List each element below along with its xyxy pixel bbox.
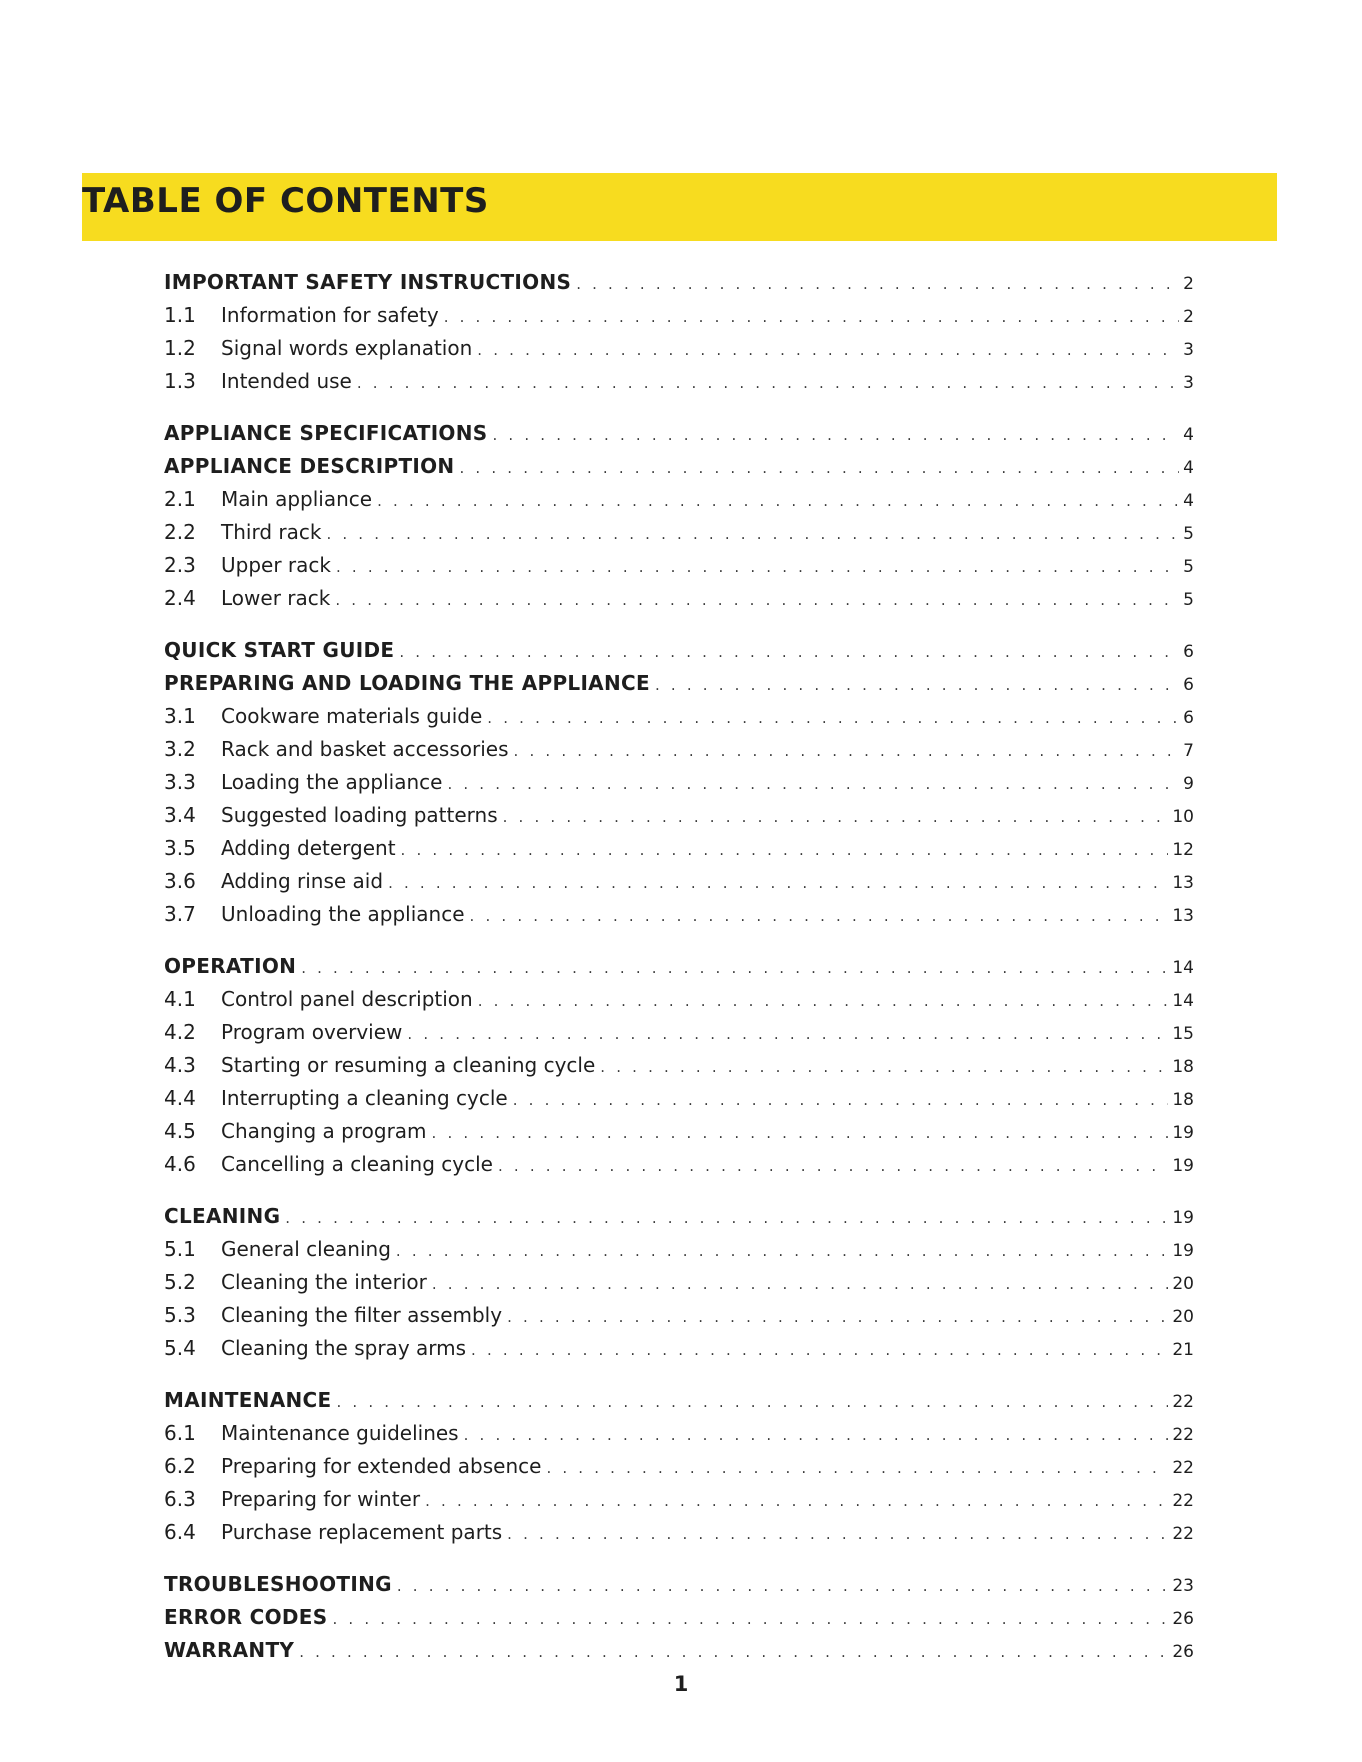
toc-dot-leader [336, 1386, 1168, 1419]
toc-entry-title: Cancelling a cleaning cycle [221, 1152, 493, 1176]
toc-entry-number: 6.3 [164, 1487, 196, 1511]
toc-subsection[interactable] [164, 898, 1194, 931]
toc-dot-leader [546, 1452, 1168, 1485]
toc-subsection[interactable] [164, 516, 1194, 549]
toc-entry-title: APPLIANCE SPECIFICATIONS [164, 421, 488, 445]
toc-dot-leader [478, 985, 1169, 1018]
toc-entry-title: MAINTENANCE [164, 1388, 332, 1412]
toc-page-number: 13 [1172, 873, 1194, 893]
toc-subsection[interactable] [164, 1516, 1194, 1549]
toc-section-heading[interactable] [164, 1384, 1194, 1417]
toc-entry-number: 5.2 [164, 1270, 196, 1294]
toc-page-number: 3 [1183, 373, 1194, 393]
toc-entry-title: Interrupting a cleaning cycle [221, 1086, 508, 1110]
toc-entry-title: Intended use [221, 369, 352, 393]
toc-entry-number: 4.4 [164, 1086, 196, 1110]
toc-group [164, 950, 1194, 1181]
toc-subsection[interactable] [164, 700, 1194, 733]
toc-entry-number: 3.7 [164, 902, 196, 926]
toc-entry-title: TROUBLESHOOTING [164, 1572, 392, 1596]
toc-entry-number: 3.4 [164, 803, 196, 827]
toc-page-number: 20 [1172, 1307, 1194, 1327]
toc-entry-number: 3.5 [164, 836, 196, 860]
toc-dot-leader [401, 834, 1169, 867]
toc-entry-title: Control panel description [221, 987, 473, 1011]
toc-group [164, 1384, 1194, 1549]
toc-dot-leader [444, 301, 1179, 334]
toc-dot-leader [576, 268, 1179, 301]
toc-page-number: 22 [1172, 1425, 1194, 1445]
toc-entry-number: 4.2 [164, 1020, 196, 1044]
toc-group [164, 1200, 1194, 1365]
toc-entry-title: Unloading the appliance [221, 902, 465, 926]
toc-section-heading[interactable] [164, 1634, 1194, 1667]
toc-dot-leader [447, 768, 1179, 801]
toc-page-number: 14 [1172, 991, 1194, 1011]
toc-page-number: 2 [1183, 307, 1194, 327]
toc-entry-number: 1.1 [164, 303, 196, 327]
toc-subsection[interactable] [164, 1266, 1194, 1299]
toc-subsection[interactable] [164, 1233, 1194, 1266]
toc-page-number: 14 [1172, 958, 1194, 978]
toc-page-number: 19 [1172, 1241, 1194, 1261]
page-title: TABLE OF CONTENTS [82, 181, 489, 221]
toc-entry-title: Preparing for extended absence [221, 1454, 542, 1478]
toc-subsection[interactable] [164, 582, 1194, 615]
toc-page-number: 19 [1172, 1156, 1194, 1176]
toc-subsection[interactable] [164, 1299, 1194, 1332]
toc-page-number: 19 [1172, 1123, 1194, 1143]
toc-page-number: 18 [1172, 1057, 1194, 1077]
toc-page-number: 10 [1172, 807, 1194, 827]
table-of-contents [164, 266, 1194, 1686]
toc-entry-title: IMPORTANT SAFETY INSTRUCTIONS [164, 270, 572, 294]
toc-page-number: 12 [1172, 840, 1194, 860]
toc-dot-leader [377, 485, 1179, 518]
toc-entry-title: Changing a program [221, 1119, 427, 1143]
toc-page-number: 5 [1183, 524, 1194, 544]
toc-entry-title: Cookware materials guide [221, 704, 483, 728]
toc-dot-leader [600, 1051, 1168, 1084]
toc-entry-title: Adding rinse aid [221, 869, 384, 893]
toc-dot-leader [487, 702, 1179, 735]
toc-entry-title: Starting or resuming a cleaning cycle [221, 1053, 596, 1077]
toc-entry-number: 5.1 [164, 1237, 196, 1261]
toc-page-number: 3 [1183, 340, 1194, 360]
toc-dot-leader [301, 952, 1168, 985]
toc-entry-number: 3.2 [164, 737, 196, 761]
toc-entry-number: 3.3 [164, 770, 196, 794]
toc-entry-title: Adding detergent [221, 836, 396, 860]
toc-dot-leader [477, 334, 1179, 367]
toc-dot-leader [432, 1268, 1169, 1301]
toc-entry-title: CLEANING [164, 1204, 281, 1228]
toc-page-number: 2 [1183, 274, 1194, 294]
toc-dot-leader [503, 801, 1169, 834]
toc-section-heading[interactable] [164, 266, 1194, 299]
toc-entry-title: Upper rack [221, 553, 331, 577]
toc-subsection[interactable] [164, 483, 1194, 516]
toc-entry-number: 3.6 [164, 869, 196, 893]
toc-entry-title: Cleaning the filter assembly [221, 1303, 503, 1327]
toc-entry-title: PREPARING AND LOADING THE APPLIANCE [164, 671, 650, 695]
toc-subsection[interactable] [164, 832, 1194, 865]
toc-dot-leader [399, 636, 1179, 669]
toc-page-number: 23 [1172, 1576, 1194, 1596]
toc-group [164, 417, 1194, 615]
toc-dot-leader [332, 1603, 1168, 1636]
toc-entry-title: Third rack [221, 520, 322, 544]
toc-entry-title: Maintenance guidelines [221, 1421, 459, 1445]
toc-entry-title: General cleaning [221, 1237, 391, 1261]
toc-entry-title: Cleaning the spray arms [221, 1336, 467, 1360]
toc-subsection[interactable] [164, 332, 1194, 365]
toc-dot-leader [514, 735, 1180, 768]
toc-dot-leader [464, 1419, 1169, 1452]
toc-subsection[interactable] [164, 1082, 1194, 1115]
toc-dot-leader [335, 584, 1179, 617]
toc-page-number: 22 [1172, 1392, 1194, 1412]
toc-dot-leader [299, 1636, 1168, 1669]
toc-entry-title: ERROR CODES [164, 1605, 328, 1629]
toc-entry-number: 1.3 [164, 369, 196, 393]
toc-entry-number: 4.5 [164, 1119, 196, 1143]
toc-entry-number: 5.3 [164, 1303, 196, 1327]
toc-group [164, 1568, 1194, 1667]
toc-page-number: 19 [1172, 1208, 1194, 1228]
toc-section-heading[interactable] [164, 667, 1194, 700]
toc-entry-number: 6.1 [164, 1421, 196, 1445]
toc-subsection[interactable] [164, 365, 1194, 398]
toc-entry-title: APPLIANCE DESCRIPTION [164, 454, 455, 478]
toc-dot-leader [396, 1235, 1168, 1268]
toc-page-number: 26 [1172, 1642, 1194, 1662]
toc-subsection[interactable] [164, 1332, 1194, 1365]
toc-page-number: 4 [1183, 458, 1194, 478]
toc-dot-leader [470, 900, 1169, 933]
toc-dot-leader [507, 1518, 1168, 1551]
toc-page-number: 13 [1172, 906, 1194, 926]
toc-section-heading[interactable] [164, 950, 1194, 983]
toc-section-heading[interactable] [164, 450, 1194, 483]
toc-page-number: 5 [1183, 557, 1194, 577]
toc-dot-leader [655, 669, 1179, 702]
toc-section-heading[interactable] [164, 1601, 1194, 1634]
toc-subsection[interactable] [164, 799, 1194, 832]
toc-subsection[interactable] [164, 1148, 1194, 1181]
toc-page-number: 15 [1172, 1024, 1194, 1044]
toc-entry-title: Purchase replacement parts [221, 1520, 503, 1544]
toc-entry-number: 2.1 [164, 487, 196, 511]
toc-entry-title: QUICK START GUIDE [164, 638, 395, 662]
toc-entry-title: OPERATION [164, 954, 297, 978]
toc-entry-number: 5.4 [164, 1336, 196, 1360]
toc-entry-number: 2.3 [164, 553, 196, 577]
toc-section-heading[interactable] [164, 1568, 1194, 1601]
toc-entry-number: 4.1 [164, 987, 196, 1011]
toc-subsection[interactable] [164, 733, 1194, 766]
toc-entry-number: 6.4 [164, 1520, 196, 1544]
toc-entry-title: Information for safety [221, 303, 439, 327]
toc-entry-number: 2.2 [164, 520, 196, 544]
toc-dot-leader [471, 1334, 1168, 1367]
toc-subsection[interactable] [164, 549, 1194, 582]
toc-page-number: 18 [1172, 1090, 1194, 1110]
toc-subsection[interactable] [164, 1417, 1194, 1450]
toc-dot-leader [492, 419, 1179, 452]
toc-dot-leader [357, 367, 1179, 400]
toc-dot-leader [397, 1570, 1169, 1603]
toc-subsection[interactable] [164, 299, 1194, 332]
toc-dot-leader [326, 518, 1179, 551]
toc-entry-number: 2.4 [164, 586, 196, 610]
toc-page-number: 6 [1183, 708, 1194, 728]
toc-page-number: 22 [1172, 1491, 1194, 1511]
toc-section-heading[interactable] [164, 1200, 1194, 1233]
toc-entry-title: Lower rack [221, 586, 331, 610]
toc-subsection[interactable] [164, 766, 1194, 799]
toc-group [164, 266, 1194, 398]
toc-page-number: 4 [1183, 425, 1194, 445]
toc-page-number: 22 [1172, 1524, 1194, 1544]
toc-entry-number: 1.2 [164, 336, 196, 360]
toc-entry-title: Signal words explanation [221, 336, 473, 360]
toc-page-number: 9 [1183, 774, 1194, 794]
toc-page-number: 26 [1172, 1609, 1194, 1629]
toc-page-number: 21 [1172, 1340, 1194, 1360]
toc-page-number: 6 [1183, 675, 1194, 695]
toc-entry-title: Rack and basket accessories [221, 737, 509, 761]
toc-subsection[interactable] [164, 1483, 1194, 1516]
toc-group [164, 634, 1194, 931]
toc-subsection[interactable] [164, 1450, 1194, 1483]
toc-page-number: 6 [1183, 642, 1194, 662]
toc-entry-title: Loading the appliance [221, 770, 443, 794]
toc-section-heading[interactable] [164, 634, 1194, 667]
toc-entry-number: 4.6 [164, 1152, 196, 1176]
toc-dot-leader [388, 867, 1168, 900]
toc-entry-title: Preparing for winter [221, 1487, 421, 1511]
toc-entry-title: WARRANTY [164, 1638, 295, 1662]
toc-dot-leader [336, 551, 1179, 584]
toc-subsection[interactable] [164, 1016, 1194, 1049]
toc-entry-title: Program overview [221, 1020, 403, 1044]
toc-dot-leader [407, 1018, 1168, 1051]
toc-entry-number: 4.3 [164, 1053, 196, 1077]
toc-subsection[interactable] [164, 865, 1194, 898]
toc-dot-leader [432, 1117, 1169, 1150]
toc-page-number: 4 [1183, 491, 1194, 511]
toc-subsection[interactable] [164, 1115, 1194, 1148]
toc-entry-number: 3.1 [164, 704, 196, 728]
toc-subsection[interactable] [164, 983, 1194, 1016]
toc-dot-leader [285, 1202, 1168, 1235]
toc-subsection[interactable] [164, 1049, 1194, 1082]
toc-dot-leader [425, 1485, 1168, 1518]
toc-page-number: 7 [1183, 741, 1194, 761]
toc-entry-number: 6.2 [164, 1454, 196, 1478]
toc-dot-leader [507, 1301, 1168, 1334]
toc-entry-title: Cleaning the interior [221, 1270, 427, 1294]
toc-dot-leader [459, 452, 1179, 485]
toc-dot-leader [513, 1084, 1169, 1117]
toc-page-number: 22 [1172, 1458, 1194, 1478]
toc-section-heading[interactable] [164, 417, 1194, 450]
toc-page-number: 5 [1183, 590, 1194, 610]
toc-page-number: 20 [1172, 1274, 1194, 1294]
toc-entry-title: Main appliance [221, 487, 373, 511]
page-number: 1 [673, 1672, 689, 1696]
toc-dot-leader [498, 1150, 1168, 1183]
toc-entry-title: Suggested loading patterns [221, 803, 498, 827]
